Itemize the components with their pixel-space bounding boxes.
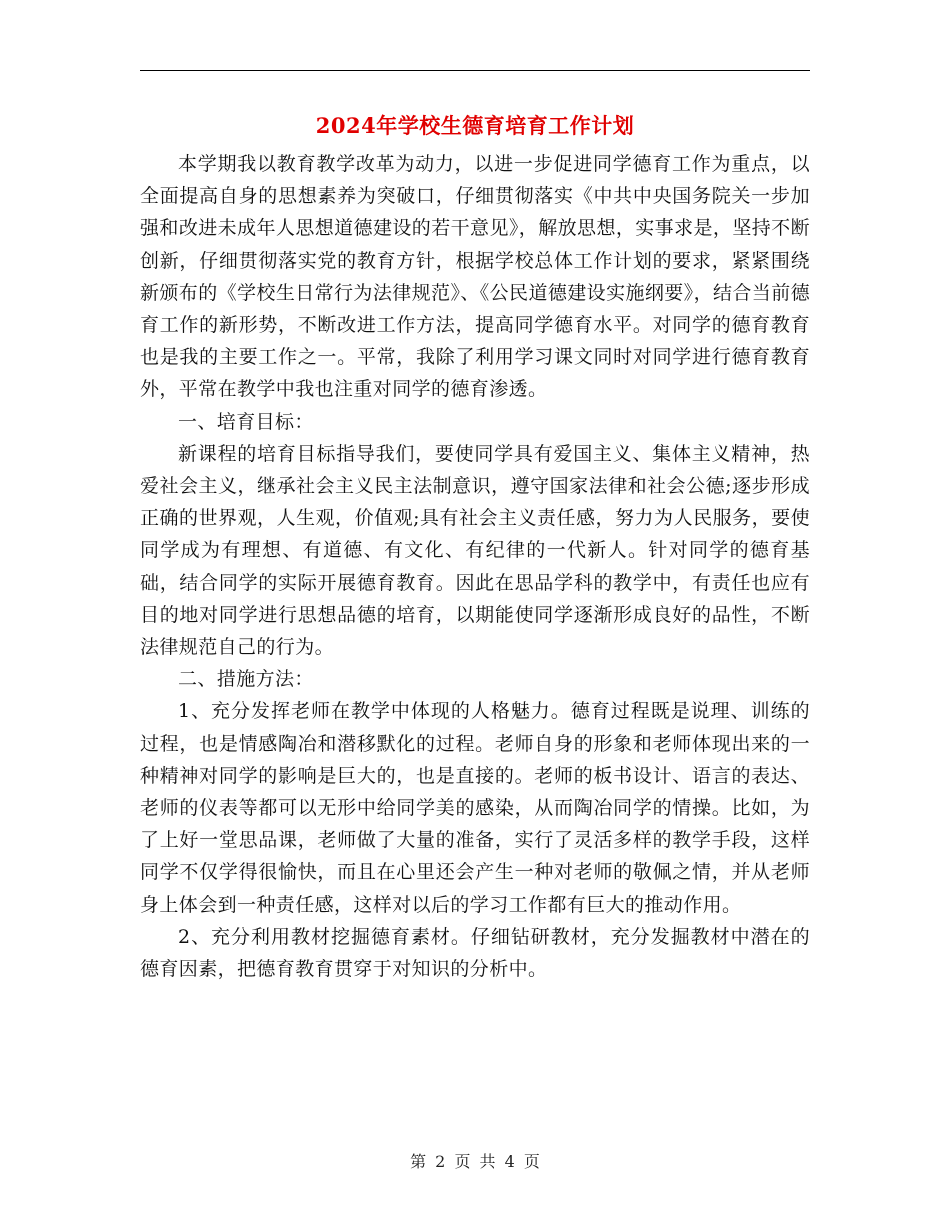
header-rule [140, 70, 810, 71]
paragraph-method-1: 1、充分发挥老师在教学中体现的人格魅力。德育过程既是说理、训练的过程，也是情感陶冶和潜移默化的过程。老师自身的形象和老师体现出来的一种精神对同学的影响是巨大的，也是直接的。老师的板书设计、语言的表达、老师的仪表等都可以无形中给同学美的感染，从而陶冶同学的情操。比如，为了上好一堂思品课，老师做了大量的准备，实行了灵活多样的教学手段，这样同学不仅学得很愉快，而且在心里还会产生一种对老师的敬佩之情，并从老师身上体会到一种责任感，这样对以后的学习工作都有巨大的推动作用。 [140, 700, 810, 916]
paragraph-method-2: 2、充分利用教材挖掘德育素材。仔细钻研教材，充分发掘教材中潜在的德育因素，把德育教育贯穿于对知识的分析中。 [140, 925, 810, 981]
section-heading-goals: 一、培育目标： [178, 410, 314, 433]
document-body [140, 148, 810, 985]
document-title: 2024年学校生德育培育工作计划 [315, 113, 635, 138]
paragraph-intro: 本学期我以教育教学改革为动力，以进一步促进同学德育工作为重点，以全面提高自身的思想素养为突破口，仔细贯彻落实《中共中央国务院关一步加强和改进未成年人思想道德建设的若干意见》，解放思想，实事求是，坚持不断创新，仔细贯彻落实党的教育方针，根据学校总体工作计划的要求，紧紧围绕新颁布的《学校生日常行为法律规范》、《公民道德建设实施纲要》，结合当前德育工作的新形势，不断改进工作方法，提高同学德育水平。对同学的德育教育也是我的主要工作之一。平常，我除了利用学习课文同时对同学进行德育教育外，平常在教学中我也注重对同学的德育渗透。 [140, 153, 810, 401]
page-number-footer: 第 2 页 共 4 页 [410, 1152, 540, 1171]
paragraph-goals: 新课程的培育目标指导我们，要使同学具有爱国主义、集体主义精神，热爱社会主义，继承社会主义民主法制意识，遵守国家法律和社会公德;逐步形成正确的世界观，人生观，价值观;具有社会主义责任感，努力为人民服务，要使同学成为有理想、有道德、有文化、有纪律的一代新人。针对同学的德育基础，结合同学的实际开展德育教育。因此在思品学科的教学中，有责任也应有目的地对同学进行思想品德的培育，以期能使同学逐渐形成良好的品性，不断法律规范自己的行为。 [140, 442, 810, 659]
section-heading-methods: 二、措施方法： [178, 668, 314, 691]
